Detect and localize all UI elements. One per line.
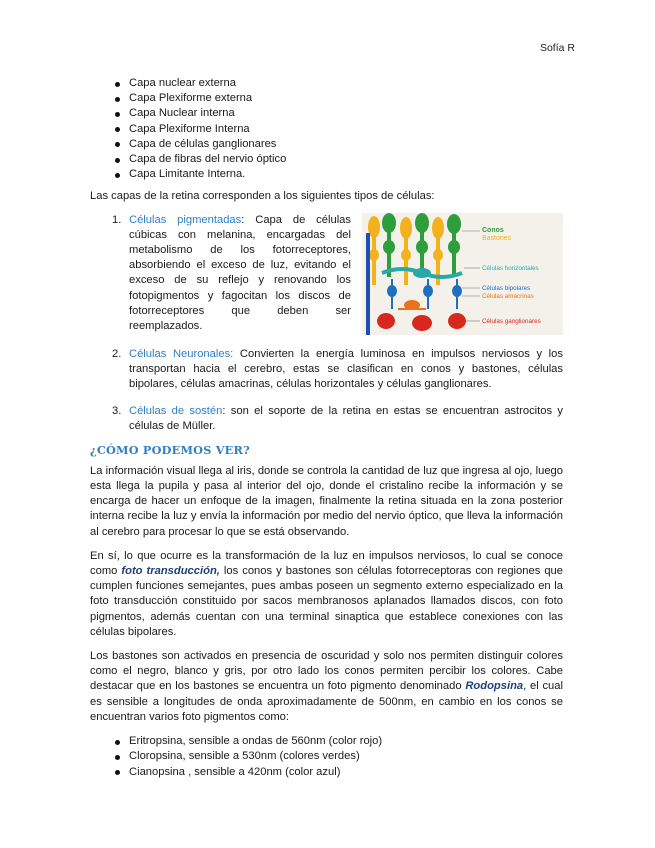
term-separator: :	[241, 213, 245, 226]
paragraph-transduction	[90, 549, 563, 640]
term-foto-transduccion: foto transducción,	[121, 565, 220, 578]
figure-label-bastones: Bastones	[482, 234, 512, 242]
cell-type-term: Células de sostén	[129, 405, 223, 418]
list-item: Capa Limitante Interna.	[90, 167, 563, 182]
text-span: Los bastones son activados en presencia de oscuridad y solo nos permiten distinguir colores como el negro, blanco y gris, por otro lado los conos permiten percibir los colores. Cabe destacar que en los bastones se encuentra un foto pigmento denominado	[90, 650, 563, 693]
figure-label-bipolares: Células bipolares	[482, 284, 531, 292]
text-span: , el cual es sensible a longitudes de onda aproximadamente de 500nm, en cambio en los conos se encuentran varios foto pigmentos como:	[90, 680, 563, 723]
cell-type-description: son el soporte de la retina en estas se encuentran astrocitos y células de Müller.	[129, 405, 564, 433]
figure-label-amacrinas: Células amacrinas	[482, 292, 534, 300]
list-number: 2.	[112, 347, 122, 360]
figure-label-ganglionares: Células ganglionares	[482, 317, 541, 325]
list-item: Capa nuclear externa	[90, 76, 563, 91]
cell-type-pigmentadas	[90, 213, 563, 335]
retina-layers-list	[90, 76, 563, 182]
list-item: Capa Nuclear interna	[90, 106, 563, 121]
cell-type-text	[129, 213, 351, 335]
pigments-list	[90, 734, 563, 780]
paragraph-rods-cones	[90, 649, 563, 725]
figure-label-conos: Conos	[482, 226, 504, 234]
list-item: Cianopsina , sensible a 420nm (color azul)	[90, 765, 563, 780]
list-item: Capa Plexiforme Interna	[90, 122, 563, 137]
cell-type-term: Células Neuronales:	[129, 347, 234, 360]
list-item: Capa de fibras del nervio óptico	[90, 152, 563, 167]
cone-cell	[415, 213, 429, 233]
cell-type-term: Células pigmentadas	[129, 213, 242, 226]
text-span: los conos y bastones son células fotorreceptoras con regiones que cumplen funciones semejantes, pues ambas poseen un segmento externo especializado en la foto transducción constituido por sacos membranosos aplanados llamados discos, con foto pigmentos, además cuentan con una terminal sinaptica que establece conexiones con las células bipolares.	[90, 565, 563, 638]
document-body	[90, 76, 563, 780]
list-number: 1.	[112, 213, 122, 226]
text-span: En sí, lo que ocurre es la transformación de la luz en impulsos nerviosos, lo cual se conoce como	[90, 549, 563, 578]
cone-cell	[382, 213, 396, 233]
cell-type-soston	[90, 404, 563, 434]
list-item: Cloropsina, sensible a 530nm (colores verdes)	[90, 749, 563, 764]
cell-types-list	[90, 213, 563, 435]
paragraph-vision: La información visual llega al iris, donde se controla la cantidad de luz que ingresa al ojo, luego esta llega la pupila y pasa al interior del ojo, donde el cristalino recibe la información y se encarga de hacer un enfoque de la imagen, finalmente la retina situada en la zona posterior interna recibe la luz y envía la información por medio del nervio óptico, que lleva la información al cerebro para procesar lo que se está observando.	[90, 464, 563, 538]
muller-cell	[366, 233, 370, 335]
section-title: ¿CÓMO PODEMOS VER?	[90, 442, 250, 457]
term-rodopsina: Rodopsina	[465, 680, 524, 693]
intro-text: Las capas de la retina corresponden a los siguientes tipos de células:	[90, 190, 435, 203]
author-name: Sofía R	[539, 42, 575, 54]
cell-type-description: Convierten la energía luminosa en impulsos nerviosos y los transportan hacia el cerebro, estas se clasifican en conos y bastones, células bipolares, células amacrinas, células horizontales y células ganglionares.	[129, 347, 563, 391]
cell-type-description: Capa de células cúbicas con melanina, encargadas del metabolismo de los fotorreceptores, absorbiendo el exceso de luz, evitando el exceso de su reflejo y renovando los fotopigmentos y fagocitan los discos de fotorreceptores que deben ser reemplazados.	[129, 213, 351, 333]
term-separator: :	[222, 405, 226, 418]
figure-label-horizontales: Células horizontales	[482, 264, 539, 272]
list-item: Capa Plexiforme externa	[90, 91, 563, 106]
list-item: Capa de células ganglionares	[90, 137, 563, 152]
retina-cells-figure	[362, 213, 563, 335]
cell-type-neuronales	[90, 347, 563, 393]
list-number: 3.	[112, 405, 122, 418]
list-item: Eritropsina, sensible a ondas de 560nm (color rojo)	[90, 734, 563, 749]
